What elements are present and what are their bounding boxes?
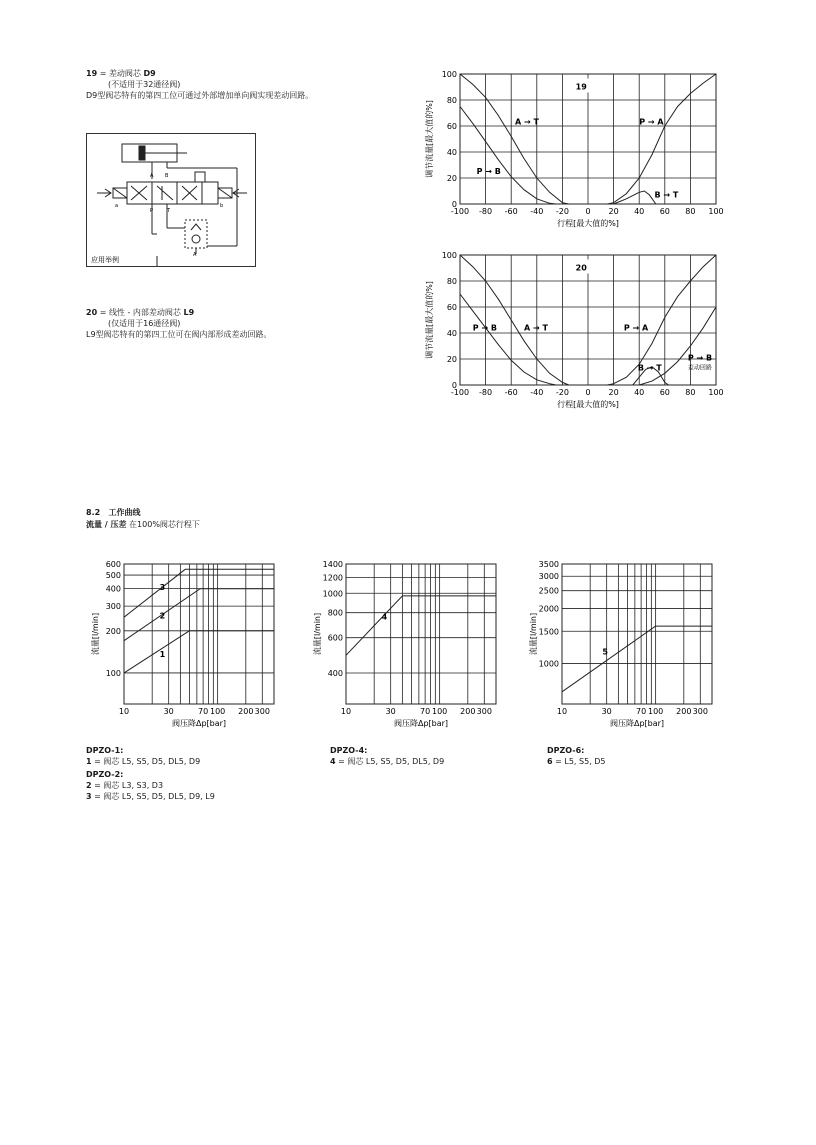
x-tick-label: 30 xyxy=(163,707,174,716)
legend-item-1-text: 阀芯 L5, S5, D5, DL5, D9 xyxy=(103,757,201,766)
curve-label-at: A → T xyxy=(524,323,548,333)
legend-item-6 xyxy=(547,756,606,767)
flow-curve-1 xyxy=(124,631,274,673)
sec20-note: (仅适用于16通径阀) xyxy=(108,319,181,328)
x-tick-label: 200 xyxy=(676,707,692,716)
curve-label-pb2: P → B xyxy=(687,353,713,363)
x-tick-label: 40 xyxy=(634,388,645,397)
sec82-subtitle-rest: 在100%阀芯行程下 xyxy=(129,520,200,529)
x-tick-label: 60 xyxy=(659,207,670,216)
port-a-label: A xyxy=(150,173,154,179)
y-tick-label: 60 xyxy=(446,303,457,312)
legend-item-6-text: L5, S5, D5 xyxy=(564,757,606,766)
sec20-number: 20 xyxy=(86,308,98,317)
x-axis-label: 行程[最大值的%] xyxy=(557,219,619,228)
chart-id-label: 19 xyxy=(575,82,587,92)
flow-curve-2 xyxy=(124,589,274,641)
y-tick-label: 400 xyxy=(327,668,343,678)
y-tick-label: 1500 xyxy=(538,627,559,637)
plot-frame xyxy=(346,564,496,704)
y-tick-label: 400 xyxy=(105,584,121,594)
x-tick-label: -40 xyxy=(530,207,544,216)
curve-at xyxy=(460,255,569,385)
x-tick-label: 300 xyxy=(692,707,708,716)
y-tick-label: 20 xyxy=(446,355,457,364)
legend-head-dpzo-4: DPZO-4: xyxy=(330,746,368,755)
x-tick-label: -40 xyxy=(530,388,544,397)
x-tick-label: 100 xyxy=(209,707,226,716)
y-tick-label: 100 xyxy=(441,251,457,260)
sec19-code: D9 xyxy=(143,69,156,78)
curve-pb xyxy=(460,107,556,205)
sec19-note: (不适用于32通径阀) xyxy=(108,80,181,89)
y-tick-label: 0 xyxy=(451,381,457,390)
flow-chart-dpzo-4 xyxy=(308,558,508,738)
x-axis-label: 阀压降Δp[bar] xyxy=(393,719,449,728)
x-tick-label: -20 xyxy=(555,207,569,216)
legend-dpzo-1-2 xyxy=(86,745,215,802)
y-tick-label: 20 xyxy=(446,174,457,183)
transducer-box xyxy=(195,172,205,182)
sec19-desc: D9型阀芯特有的第四工位可通过外部增加单向阀实现差动回路。 xyxy=(86,91,314,100)
x-axis-label: 阀压降Δp[bar] xyxy=(171,719,227,728)
sec20-desc: L9型阀芯特有的第四工位可在阀内部形成差动回路。 xyxy=(86,330,272,339)
port-p-label: P xyxy=(150,208,154,214)
solenoid-a-label: a xyxy=(115,203,119,209)
curve-label-at: A → T xyxy=(515,117,539,127)
flow-curve-label-1: 1 xyxy=(159,649,166,659)
plot-frame xyxy=(124,564,274,704)
legend-item-1 xyxy=(86,756,215,767)
curve-bt xyxy=(614,191,656,204)
x-tick-label: 100 xyxy=(647,707,664,716)
x-tick-label: 10 xyxy=(556,707,568,716)
y-tick-label: 600 xyxy=(327,633,343,643)
x-tick-label: 100 xyxy=(708,388,724,397)
x-tick-label: 70 xyxy=(636,707,647,716)
legend-item-2-text: 阀芯 L3, S3, D3 xyxy=(103,781,164,790)
pilot-arrow-right xyxy=(233,189,247,197)
flow-curve-label-4: 4 xyxy=(381,612,388,622)
x-tick-label: 20 xyxy=(608,388,619,397)
x-tick-label: 0 xyxy=(585,388,591,397)
x-tick-label: 20 xyxy=(608,207,619,216)
legend-item-2-num: 2 xyxy=(86,781,92,790)
curve-label-pa: P → A xyxy=(623,323,649,333)
x-tick-label: 0 xyxy=(585,207,591,216)
x-tick-label: 30 xyxy=(601,707,612,716)
cylinder-piston xyxy=(139,146,145,160)
regulation-chart-19 xyxy=(420,66,730,238)
sec20-heading xyxy=(86,307,194,318)
legend-item-3-text: 阀芯 L5, S5, D5, DL5, D9, L9 xyxy=(103,792,215,801)
legend-item-2 xyxy=(86,780,215,791)
y-tick-label: 40 xyxy=(446,329,457,338)
x-tick-label: 300 xyxy=(254,707,270,716)
curve-label-pb: P → B xyxy=(472,323,498,333)
legend-item-4-text: 阀芯 L5, S5, D5, DL5, D9 xyxy=(347,757,445,766)
y-tick-label: 80 xyxy=(446,96,457,105)
legend-item-6-num: 6 xyxy=(547,757,553,766)
y-tick-label: 2500 xyxy=(538,586,559,596)
curve-label-pb: P → B xyxy=(476,167,501,177)
flow-chart-dpzo-1-2 xyxy=(86,558,286,738)
sec20-code: L9 xyxy=(183,308,195,317)
legend-dpzo-4 xyxy=(330,745,444,767)
curve-label-diff: 差动回路 xyxy=(687,364,712,372)
x-tick-label: 40 xyxy=(634,207,645,216)
flow-curve-5 xyxy=(562,626,712,692)
y-tick-label: 80 xyxy=(446,277,457,286)
y-tick-label: 1200 xyxy=(322,573,343,583)
flow-curve-3 xyxy=(124,569,274,617)
x-tick-label: 10 xyxy=(340,707,352,716)
legend-dpzo-6 xyxy=(547,745,606,767)
sec82-subtitle-bold: 流量 / 压差 xyxy=(86,520,127,529)
legend-item-4 xyxy=(330,756,444,767)
legend-head-dpzo-1: DPZO-1: xyxy=(86,746,124,755)
curve-label-bt: B → T xyxy=(637,363,662,373)
legend-item-1-num: 1 xyxy=(86,757,92,766)
flow-curve-label-5: 5 xyxy=(602,647,608,657)
y-tick-label: 800 xyxy=(327,608,343,618)
y-axis-label: 流量[l/min] xyxy=(91,612,100,656)
y-tick-label: 500 xyxy=(105,571,121,581)
x-tick-label: -100 xyxy=(450,207,470,216)
schematic-caption: 应用举例 xyxy=(91,256,119,264)
sec82-title: 工作曲线 xyxy=(108,508,141,517)
curve-pb xyxy=(460,294,556,385)
sec19-title: 差动阀芯 xyxy=(108,69,141,78)
pilot-arrow-left xyxy=(97,189,111,197)
y-tick-label: 1400 xyxy=(322,560,343,569)
legend-item-2-eq: = xyxy=(94,781,101,790)
check-port-a-label: A xyxy=(193,252,197,258)
hydraulic-schematic xyxy=(86,133,256,267)
y-tick-label: 60 xyxy=(446,122,457,131)
x-tick-label: -60 xyxy=(504,207,518,216)
curve-label-pa: P → A xyxy=(639,117,664,127)
chart-id-label: 20 xyxy=(575,263,587,273)
curve-at xyxy=(460,74,569,204)
x-tick-label: 200 xyxy=(460,707,476,716)
x-tick-label: -80 xyxy=(479,207,493,216)
x-tick-label: 70 xyxy=(198,707,209,716)
port-t-label: T xyxy=(167,208,171,214)
x-tick-label: -60 xyxy=(504,388,518,397)
y-axis-label: 调节流量[最大值的%] xyxy=(425,100,434,178)
x-tick-label: -80 xyxy=(479,388,493,397)
x-tick-label: 70 xyxy=(420,707,431,716)
y-tick-label: 100 xyxy=(105,668,121,678)
legend-item-3 xyxy=(86,791,215,802)
flow-curve-label-3: 3 xyxy=(159,583,166,593)
y-tick-label: 300 xyxy=(105,602,121,612)
y-tick-label: 600 xyxy=(105,560,121,569)
flow-curve-label-2: 2 xyxy=(159,611,166,621)
sec19-eq: = xyxy=(99,69,107,78)
sec20-title: 线性 - 内部差动阀芯 xyxy=(108,308,181,317)
x-axis-label: 阀压降Δp[bar] xyxy=(609,719,665,728)
x-tick-label: 80 xyxy=(685,388,696,397)
x-tick-label: -20 xyxy=(555,388,569,397)
x-tick-label: 80 xyxy=(685,207,696,216)
x-tick-label: 100 xyxy=(708,207,724,216)
legend-head-dpzo-6: DPZO-6: xyxy=(547,746,585,755)
y-tick-label: 3000 xyxy=(538,572,559,582)
regulation-chart-20 xyxy=(420,247,730,419)
legend-item-3-eq: = xyxy=(94,792,101,801)
x-tick-label: 60 xyxy=(659,388,670,397)
y-tick-label: 0 xyxy=(451,200,457,209)
legend-item-3-num: 3 xyxy=(86,792,92,801)
y-axis-label: 调节流量[最大值的%] xyxy=(425,281,434,359)
x-tick-label: 300 xyxy=(476,707,492,716)
sec19-number: 19 xyxy=(86,69,98,78)
check-valve-seat xyxy=(191,224,201,230)
x-tick-label: 100 xyxy=(431,707,448,716)
x-tick-label: -100 xyxy=(450,388,470,397)
curve-label-bt: B → T xyxy=(654,190,679,200)
x-tick-label: 200 xyxy=(238,707,254,716)
sec82-heading xyxy=(86,507,141,518)
solenoid-b-label: b xyxy=(220,203,224,209)
y-tick-label: 100 xyxy=(441,70,457,79)
x-tick-label: 10 xyxy=(118,707,130,716)
y-axis-label: 流量[l/min] xyxy=(529,612,538,656)
sec82-subtitle xyxy=(86,519,200,530)
y-tick-label: 3500 xyxy=(538,560,559,569)
plot-frame xyxy=(562,564,712,704)
x-tick-label: 30 xyxy=(385,707,396,716)
legend-item-4-eq: = xyxy=(338,757,345,766)
valve-block-4 xyxy=(202,182,218,204)
legend-item-6-eq: = xyxy=(555,757,562,766)
legend-item-1-eq: = xyxy=(94,757,101,766)
y-tick-label: 200 xyxy=(105,626,121,636)
port-b-label: B xyxy=(165,173,169,179)
sec19-heading xyxy=(86,68,156,79)
check-valve-ball xyxy=(192,235,200,243)
y-tick-label: 40 xyxy=(446,148,457,157)
flow-curve-4 xyxy=(346,596,496,655)
legend-item-4-num: 4 xyxy=(330,757,336,766)
sec20-eq: = xyxy=(99,308,107,317)
sec82-number: 8.2 xyxy=(86,508,101,517)
y-axis-label: 流量[l/min] xyxy=(313,612,322,656)
legend-head-dpzo-2: DPZO-2: xyxy=(86,770,124,779)
y-tick-label: 2000 xyxy=(538,604,559,614)
schematic-drawing xyxy=(87,134,255,266)
curve-pa xyxy=(607,74,716,204)
flow-chart-dpzo-6 xyxy=(524,558,724,738)
y-tick-label: 1000 xyxy=(322,589,343,599)
y-tick-label: 1000 xyxy=(538,659,559,669)
x-axis-label: 行程[最大值的%] xyxy=(557,400,619,409)
